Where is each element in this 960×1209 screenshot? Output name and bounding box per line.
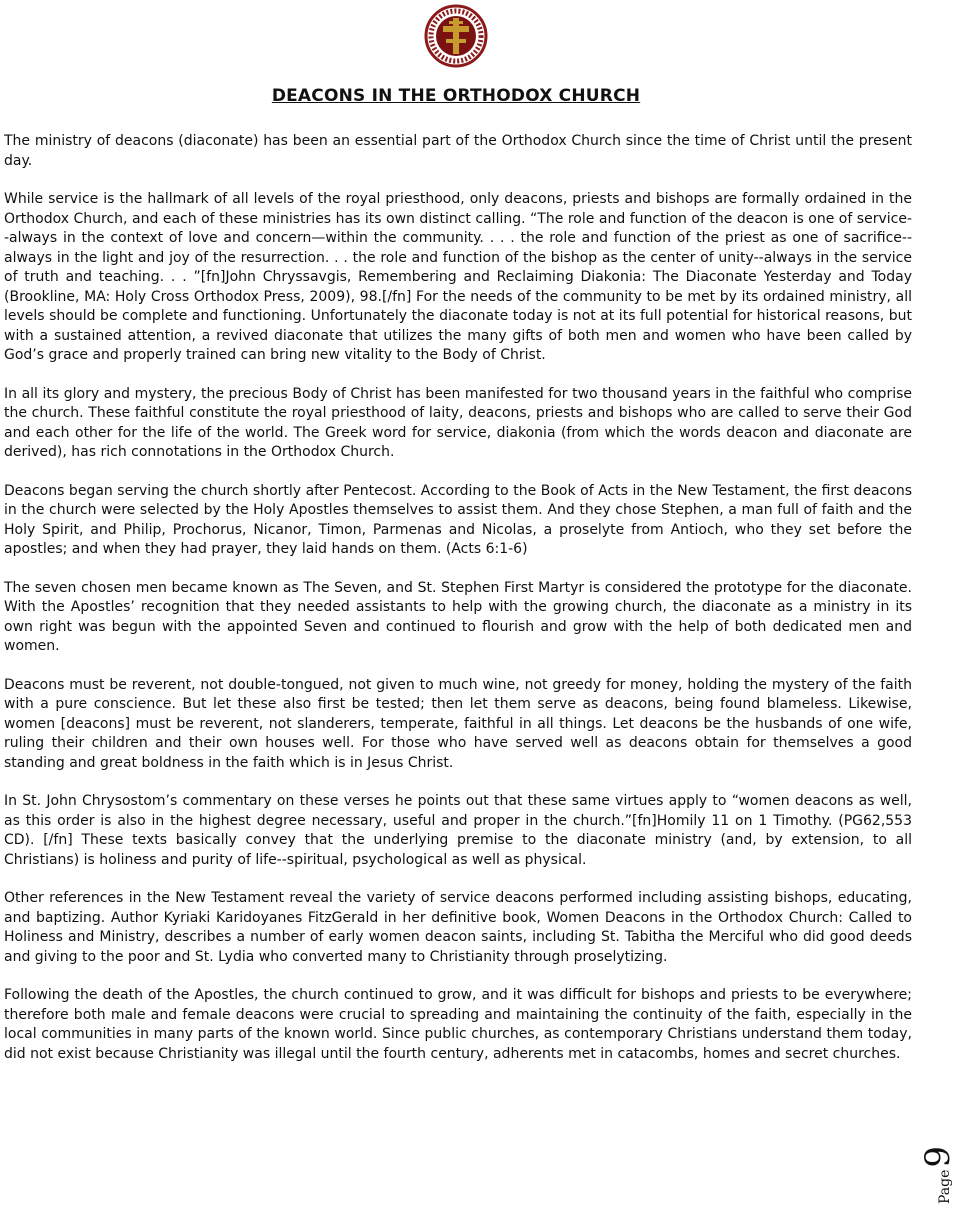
orthodox-cross-seal-icon <box>424 4 488 68</box>
page-number <box>918 1140 958 1204</box>
paragraph: Deacons must be reverent, not double-tongued, not given to much wine, not greedy for money, holding the mystery of the faith with a pure conscience. But let these also first be tested; then let them serve as deacons, being found blameless. Likewise, women [deacons] must be reverent, not slanderers, temperate, faithful in all things. Let deacons be the husbands of one wife, ruling their children and their own houses well. For those who have served well as deacons obtain for themselves a good standing and great boldness in the faith which is in Jesus Christ. <box>4 676 912 771</box>
paragraph: The ministry of deacons (diaconate) has been an essential part of the Orthodox Church since the time of Christ until the present day. <box>4 133 912 169</box>
page-number-value: 9 <box>918 1145 958 1168</box>
paragraph: In St. John Chrysostom’s commentary on these verses he points out that these same virtues apply to “women deacons as well, as this order is also in the highest degree necessary, useful and proper in the church.”[fn]Homily 11 on 1 Timothy. (PG62,553 CD). [/fn] These texts basically convey that the underlying premise to the diaconate ministry (and, by extension, to all Christians) is holiness and purity of life--spiritual, psychological as well as physical. <box>4 793 912 868</box>
page-label: Page <box>937 1169 953 1204</box>
paragraph: The seven chosen men became known as The Seven, and St. Stephen First Martyr is considered the prototype for the diaconate. With the Apostles’ recognition that they needed assistants to help with the growing church, the diaconate as a ministry in its own right was begun with the appointed Seven and continued to flourish and grow with the help of both dedicated men and women. <box>4 579 912 654</box>
paragraph: Deacons began serving the church shortly after Pentecost. According to the Book of Acts in the New Testament, the first deacons in the church were selected by the Holy Apostles themselves to assist them. And they chose Stephen, a man full of faith and the Holy Spirit, and Philip, Prochorus, Nicanor, Timon, Parmenas and Nicolas, a proselyte from Antioch, who they set before the apostles; and when they had prayer, they laid hands on them. (Acts 6:1-6) <box>4 482 912 557</box>
paragraph: Following the death of the Apostles, the church continued to grow, and it was difficult for bishops and priests to be everywhere; therefore both male and female deacons were crucial to spreading and maintaining the continuity of the faith, especially in the local communities in many parts of the known world. Since public churches, as contemporary Christians understand them today, did not exist because Christianity was illegal until the fourth century, adherents met in catacombs, homes and secret churches. <box>4 987 912 1062</box>
document-body <box>4 132 912 1083</box>
page-title: DEACONS IN THE ORTHODOX CHURCH <box>271 86 641 106</box>
paragraph: While service is the hallmark of all levels of the royal priesthood, only deacons, priests and bishops are formally ordained in the Orthodox Church, and each of these ministries has its own distinct calling. “The role and function of the deacon is one of service--always in the context of love and concern—within the community. . . . the role and function of the priest as one of sacrifice--always in the light and joy of the resurrection. . . the role and function of the bishop as the center of unity--always in the service of truth and teaching. . . ”[fn]John Chryssavgis, Remembering and Reclaiming Diakonia: The Diaconate Yesterday and Today (Brookline, MA: Holy Cross Orthodox Press, 2009), 98.[/fn] For the needs of the community to be met by its ordained ministry, all levels should be complete and functioning. Unfortunately the diaconate today is not at its full potential for historical reasons, but with a sustained attention, a revived diaconate that utilizes the many gifts of both men and women who have been called by God’s grace and properly trained can bring new vitality to the Body of Christ. <box>4 191 912 363</box>
paragraph: Other references in the New Testament reveal the variety of service deacons performed including assisting bishops, educating, and baptizing. Author Kyriaki Karidoyanes FitzGerald in her definitive book, Women Deacons in the Orthodox Church: Called to Holiness and Ministry, describes a number of early women deacon saints, including St. Tabitha the Merciful who did good deeds and giving to the poor and St. Lydia who converted many to Christianity through proselytizing. <box>4 890 912 965</box>
paragraph: In all its glory and mystery, the precious Body of Christ has been manifested for two thousand years in the faithful who comprise the church. These faithful constitute the royal priesthood of laity, deacons, priests and bishops who are called to serve their God and each other for the life of the world. The Greek word for service, diakonia (from which the words deacon and diaconate are derived), has rich connotations in the Orthodox Church. <box>4 385 912 460</box>
